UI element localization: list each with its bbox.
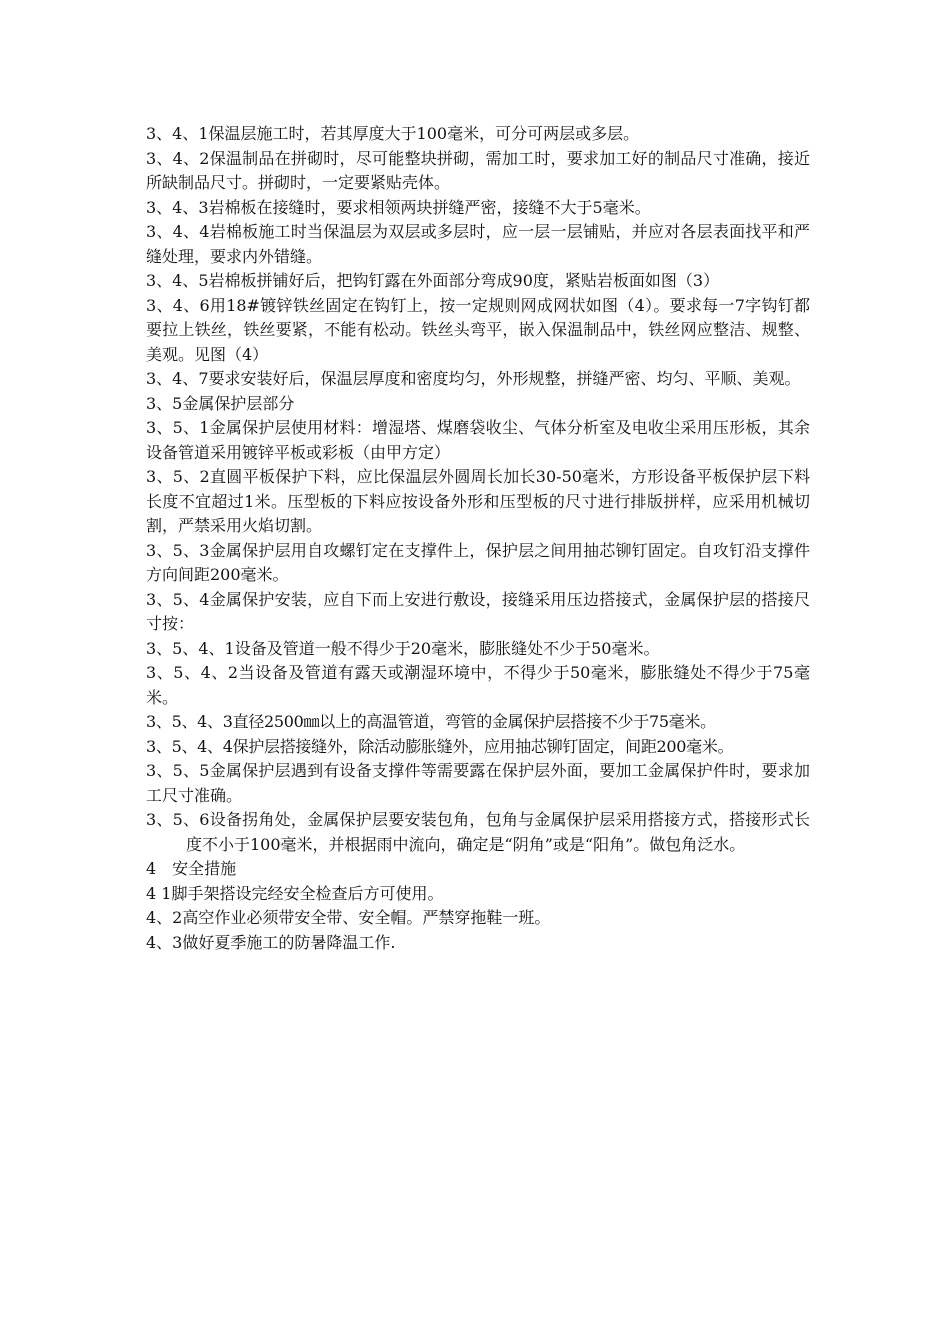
paragraph-3-4-6: 3、4、6用18#镀锌铁丝固定在钩钉上，按一定规则网成网状如图（4）。要求每一7字钩钉都要拉上铁丝，铁丝要紧，不能有松动。铁丝头弯平，嵌入保温制品中，铁丝网应整洁、规整、美观。见图（4） — [146, 295, 810, 364]
paragraph-3-5-4-3: 3、5、4、3直径2500㎜以上的高温管道，弯管的金属保护层搭接不少于75毫米。 — [146, 712, 716, 731]
paragraph-4-2: 4、2高空作业必须带安全带、安全帽。严禁穿拖鞋一班。 — [146, 908, 551, 927]
paragraph-3-5-3: 3、5、3金属保护层用自攻螺钉定在支撑件上，保护层之间用抽芯铆钉固定。自攻钉沿支撑件方向间距200毫米。 — [146, 540, 810, 584]
paragraph-3-4-3: 3、4、3岩棉板在接缝时，要求相领两块拼缝严密，接缝不大于5毫米。 — [146, 197, 651, 217]
paragraph-3-5-1: 3、5、1金属保护层使用材料：增湿塔、煤磨袋收尘、气体分析室及电收尘采用压形板，其余设备管道采用镀锌平板或彩板（由甲方定） — [146, 418, 810, 462]
paragraph-3-5-4-1: 3、5、4、1设备及管道一般不得少于20毫米，膨胀缝处不少于50毫米。 — [146, 638, 660, 658]
paragraph-3-5-2: 3、5、2直圆平板保护下料，应比保温层外圆周长加长30-50毫米，方形设备平板保护层下料长度不宜超过1米。压型板的下料应按设备外形和压型板的尺寸进行排版拼样，应采用机械切割，严禁采用火焰切割。 — [146, 467, 810, 535]
paragraph-4-3: 4、3做好夏季施工的防暑降温工作. — [146, 932, 396, 952]
paragraph-3-4-4: 3、4、4岩棉板施工时当保温层为双层或多层时，应一层一层铺贴，并应对各层表面找平和严缝处理，要求内外错缝。 — [146, 222, 810, 266]
document-body — [146, 122, 810, 955]
paragraph-3-5-5: 3、5、5金属保护层遇到有设备支撑件等需要露在保护层外面，要加工金属保护件时，要求加工尺寸准确。 — [146, 761, 810, 805]
paragraph-3-4-2: 3、4、2保温制品在拼砌时，尽可能整块拼砌，需加工时，要求加工好的制品尺寸准确，接近所缺制品尺寸。拼砌时，一定要紧贴壳体。 — [146, 148, 810, 192]
section-heading-3-5: 3、5金属保护层部分 — [146, 393, 295, 413]
paragraph-3-4-7: 3、4、7要求安装好后，保温层厚度和密度均匀，外形规整，拼缝严密、均匀、平顺、美观。 — [146, 369, 801, 388]
paragraph-3-5-4-2: 3、5、4、2当设备及管道有露天或潮湿环境中，不得少于50毫米，膨胀缝处不得少于75毫米。 — [146, 663, 810, 707]
paragraph-3-5-4: 3、5、4金属保护安装，应自下而上安进行敷设，接缝采用压边搭接式，金属保护层的搭接尺寸按： — [146, 589, 810, 633]
paragraph-3-5-6: 3、5、6设备拐角处，金属保护层要安装包角，包角与金属保护层采用搭接方式，搭接形式长度不小于100毫米，并根据雨中流向，确定是“阴角”或是“阳角”。做包角泛水。 — [146, 810, 810, 854]
paragraph-3-5-4-4: 3、5、4、4保护层搭接缝外，除活动膨胀缝外，应用抽芯铆钉固定，间距200毫米。 — [146, 736, 734, 756]
paragraph-4-1: 4 1脚手架搭设完经安全检查后方可使用。 — [146, 883, 444, 903]
paragraph-3-4-1: 3、4、1保温层施工时，若其厚度大于100毫米，可分可两层或多层。 — [146, 124, 640, 143]
section-heading-4: 4 安全措施 — [146, 859, 237, 878]
paragraph-3-4-5: 3、4、5岩棉板拼铺好后，把钩钉露在外面部分弯成90度，紧贴岩板面如图（3） — [146, 271, 720, 290]
